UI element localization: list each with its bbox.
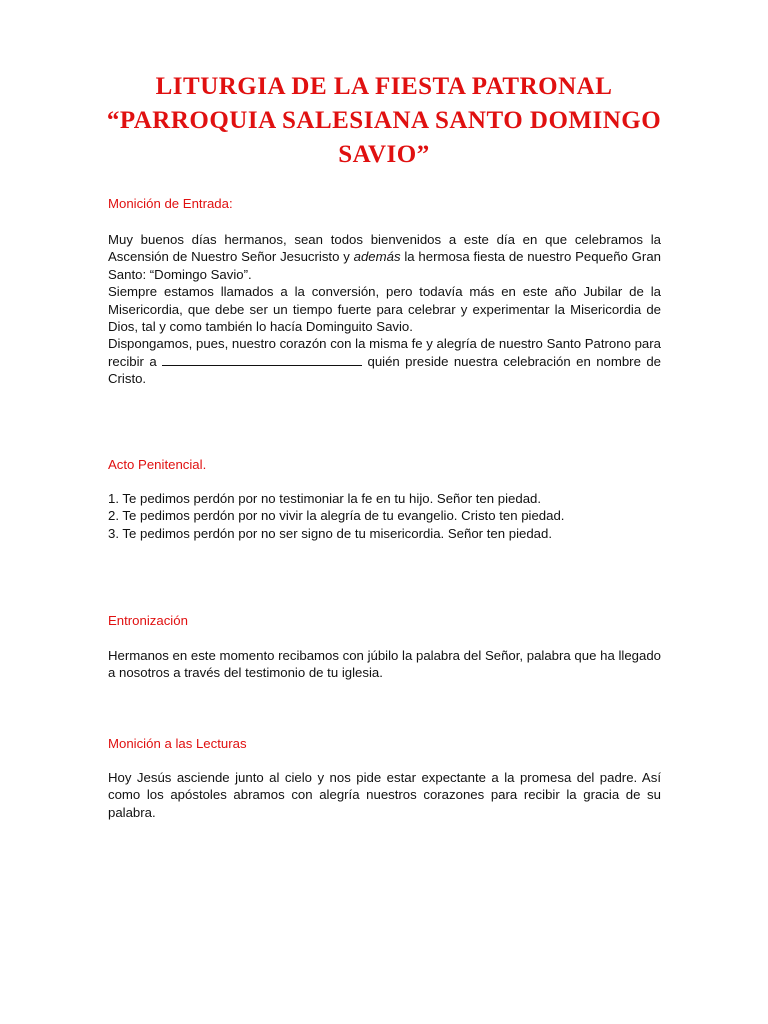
heading-acto-penitencial: Acto Penitencial. bbox=[108, 457, 207, 472]
title-line-2: “PARROQUIA SALESIANA SANTO DOMINGO bbox=[106, 107, 662, 134]
penitencial-item-2: 2. Te pedimos perdón por no vivir la alegría de tu evangelio. Cristo ten piedad. bbox=[108, 508, 565, 524]
heading-monicion-lecturas: Monición a las Lecturas bbox=[108, 736, 247, 751]
penitencial-item-3: 3. Te pedimos perdón por no ser signo de tu misericordia. Señor ten piedad. bbox=[108, 525, 553, 541]
document-title bbox=[80, 70, 688, 172]
paragraph-monicion-entrada bbox=[108, 231, 661, 388]
entrada-paragraph-3 bbox=[108, 335, 661, 387]
heading-entronizacion: Entronización bbox=[108, 613, 188, 628]
paragraph-monicion-lecturas: Hoy Jesús asciende junto al cielo y nos pide estar expectante a la promesa del padre. Así como los apóstoles abramos con alegría nuestros corazones para recibir la gracia de su palabra. bbox=[108, 770, 661, 820]
entrada-p3-text-a: Dispongamos, pues, nuestro corazón con la misma fe y alegría de nuestro Santo Patrono para recibir a bbox=[108, 336, 661, 369]
entrada-p1-text-b: la hermosa fiesta de nuestro Pequeño Gran Santo: “Domingo Savio”. bbox=[108, 249, 661, 282]
entrada-p3-text-b: quién preside nuestra celebración en nombre de Cristo. bbox=[108, 353, 661, 387]
entrada-p1-emphasis: además bbox=[353, 249, 401, 265]
entrada-paragraph-1 bbox=[108, 231, 661, 283]
heading-monicion-entrada: Monición de Entrada: bbox=[108, 196, 233, 211]
penitencial-item-1: 1. Te pedimos perdón por no testimoniar la fe en tu hijo. Señor ten piedad. bbox=[108, 491, 542, 506]
paragraph-entronizacion: Hermanos en este momento recibamos con júbilo la palabra del Señor, palabra que ha llegado a nosotros a través del testimonio de tu iglesia. bbox=[108, 648, 661, 681]
title-line-3: SAVIO” bbox=[338, 141, 430, 168]
paragraph-acto-penitencial bbox=[108, 490, 661, 542]
celebrant-name-blank-line bbox=[162, 354, 362, 366]
entrada-paragraph-2: Siempre estamos llamados a la conversión, pero todavía más en este año Jubilar de la Misericordia, que debe ser un tiempo fuerte para celebrar y experimentar la Misericordia de Dios, tal y como también lo hacía Dominguito Savio. bbox=[108, 284, 661, 335]
title-line-1: LITURGIA DE LA FIESTA PATRONAL bbox=[155, 73, 613, 100]
entrada-p1-text-a: Muy buenos días hermanos, sean todos bienvenidos a este día en que celebramos la Ascensión de Nuestro Señor Jesucristo y bbox=[108, 232, 661, 265]
